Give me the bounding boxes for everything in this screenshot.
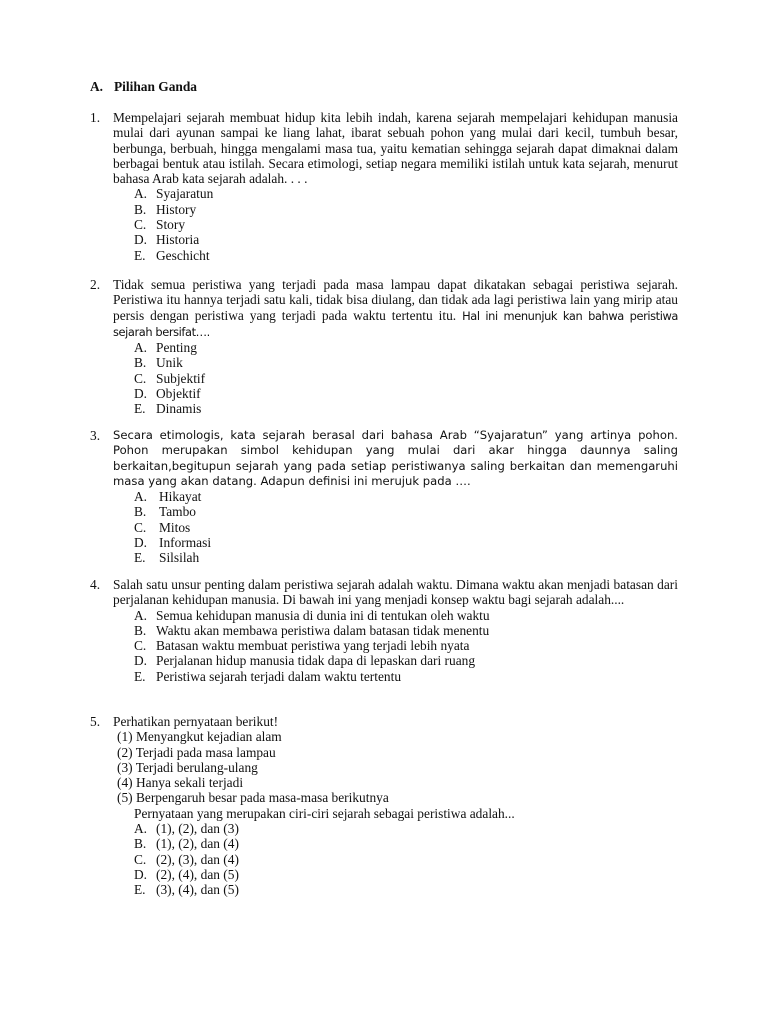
option-text: Informasi — [159, 535, 212, 551]
statement-list — [113, 729, 678, 805]
question-number: 5. — [90, 714, 101, 729]
option-c[interactable]: C. Story — [134, 217, 186, 233]
option-text: (1), (2), dan (4) — [156, 836, 239, 852]
option-text: Peristiwa sejarah terjadi dalam waktu tertentu — [156, 668, 402, 684]
option-text: Unik — [156, 355, 183, 371]
option-text: Waktu akan membawa peristiwa dalam batasan tidak menentu — [156, 622, 490, 638]
option-text: Dinamis — [156, 401, 202, 417]
option-text: Batasan waktu membuat peristiwa yang terjadi lebih nyata — [156, 638, 470, 654]
question-stem: Perhatikan pernyataan berikut! — [113, 714, 279, 729]
question-number: 2. — [90, 277, 101, 292]
option-list — [113, 608, 678, 684]
option-text: (1), (2), dan (3) — [156, 821, 239, 837]
statement-item: (4) Hanya sekali terjadi — [117, 775, 244, 791]
option-text: Subjektif — [156, 370, 206, 386]
option-text: Historia — [156, 232, 200, 248]
option-b[interactable]: B. Waktu akan membawa peristiwa dalam batasan tidak menentu — [134, 622, 490, 638]
statement-item: (2) Terjadi pada masa lampau — [117, 744, 276, 760]
section-letter: A. — [90, 79, 104, 94]
question-5 — [90, 714, 678, 898]
option-text: Semua kehidupan manusia di dunia ini di tentukan oleh waktu — [156, 607, 490, 623]
option-e[interactable]: E. Peristiwa sejarah terjadi dalam waktu tertentu — [134, 668, 402, 684]
question-4 — [90, 577, 678, 684]
option-text: Syajaratun — [156, 186, 214, 202]
option-text: Objektif — [156, 386, 201, 402]
question-1 — [90, 110, 678, 263]
question-stem-text: Tidak semua peristiwa yang terjadi pada masa lampau dapat dikatakan sebagai peristiwa sejarah. Peristiwa itu hannya terjadi satu kali, tidak bisa diulang, dan tidak ada lagi peristiwa lain yang mirip atau persis dengan peristiwa yang terjadi pada waktu tertentu itu. — [113, 277, 678, 323]
option-list — [113, 821, 678, 897]
option-b[interactable]: B. Tambo — [134, 504, 196, 520]
question-number: 3. — [90, 428, 101, 443]
option-a[interactable]: A. Penting — [134, 340, 197, 356]
option-text: Perjalanan hidup manusia tidak dapa di lepaskan dari ruang — [156, 653, 476, 669]
question-number: 4. — [90, 577, 101, 592]
option-text: Mitos — [159, 519, 191, 535]
question-3 — [90, 428, 678, 566]
option-text: Story — [156, 217, 186, 233]
option-e[interactable]: E. Geschicht — [134, 247, 210, 263]
question-stem-ask: Hal ini menunjuk kan bahwa peristiwa sejarah bersifat…. — [113, 308, 679, 339]
option-list — [113, 340, 678, 416]
option-c[interactable]: C. Batasan waktu membuat peristiwa yang terjadi lebih nyata — [134, 638, 470, 654]
statement-item: (5) Berpengaruh besar pada masa-masa berikutnya — [117, 790, 389, 806]
option-b[interactable]: B. (1), (2), dan (4) — [134, 836, 239, 852]
option-text: (2), (3), dan (4) — [156, 851, 239, 867]
option-text: (2), (4), dan (5) — [156, 866, 239, 882]
option-text: History — [156, 201, 197, 217]
question-stem: Mempelajari sejarah membuat hidup kita lebih indah, karena sejarah mempelajari kehidupan manusia mulai dari ayunan sampai ke liang lahat, ibarat sebuah pohon yang mulai dari kecil, tumbuh besar, berbunga, berbuah, hingga mengalami masa tua, yaitu kematian sehingga sejarah dapat dimaknai dalam berbagai bentuk atau istilah. Secara etimologi, setiap negara memiliki istilah untuk kata sejarah, menurut bahasa Arab kata sejarah adalah. . . . — [113, 110, 678, 187]
option-c[interactable]: C. (2), (3), dan (4) — [134, 851, 239, 867]
option-text: Penting — [156, 340, 197, 356]
option-d[interactable]: D. Informasi — [134, 535, 212, 551]
option-d[interactable]: D. Perjalanan hidup manusia tidak dapa di lepaskan dari ruang — [134, 653, 476, 669]
option-b[interactable]: B. History — [134, 201, 197, 217]
option-text: (3), (4), dan (5) — [156, 882, 239, 898]
statement-item: (1) Menyangkut kejadian alam — [117, 729, 282, 745]
option-a[interactable]: A. Syajaratun — [134, 186, 214, 202]
option-e[interactable]: E. (3), (4), dan (5) — [134, 882, 239, 898]
option-d[interactable]: D. (2), (4), dan (5) — [134, 866, 239, 882]
option-c[interactable]: C. Subjektif — [134, 370, 206, 386]
question-stem: Secara etimologis, kata sejarah berasal dari bahasa Arab “Syajaratun” yang artinya pohon. Pohon merupakan simbol kehidupan yang mulai dari akar hingga daunnya saling berkaitan,begitupun sejarah yang pada setiap peristiwanya saling berkaitan dan memengaruhi masa yang akan datang. Adapun definisi ini merujuk pada …. — [113, 428, 678, 488]
question-number: 1. — [90, 110, 101, 125]
option-e[interactable]: E. Dinamis — [134, 401, 202, 417]
statement-item: (3) Terjadi berulang-ulang — [117, 759, 258, 775]
question-prompt: Pernyataan yang merupakan ciri-ciri sejarah sebagai peristiwa adalah... — [134, 805, 515, 821]
question-2 — [90, 277, 678, 417]
question-stem: Salah satu unsur penting dalam peristiwa sejarah adalah waktu. Dimana waktu akan menjadi batasan dari perjalanan kehidupan manusia. Di bawah ini yang menjadi konsep waktu bagi sejarah adalah.... — [113, 577, 678, 608]
option-b[interactable]: B. Unik — [134, 355, 183, 371]
section-heading — [90, 79, 197, 94]
option-text: Hikayat — [159, 489, 202, 505]
option-a[interactable]: A. Hikayat — [134, 489, 202, 505]
option-text: Silsilah — [159, 550, 200, 566]
section-title: Pilihan Ganda — [114, 79, 197, 94]
option-c[interactable]: C. Mitos — [134, 519, 191, 535]
option-text: Tambo — [159, 504, 196, 520]
option-list — [113, 489, 678, 565]
option-a[interactable]: A. Semua kehidupan manusia di dunia ini di tentukan oleh waktu — [134, 607, 490, 623]
option-d[interactable]: D. Objektif — [134, 386, 201, 402]
option-list — [113, 186, 678, 262]
option-a[interactable]: A. (1), (2), dan (3) — [134, 821, 239, 837]
option-e[interactable]: E. Silsilah — [134, 550, 200, 566]
option-text: Geschicht — [156, 247, 210, 263]
question-stem — [113, 277, 678, 340]
option-d[interactable]: D. Historia — [134, 232, 200, 248]
